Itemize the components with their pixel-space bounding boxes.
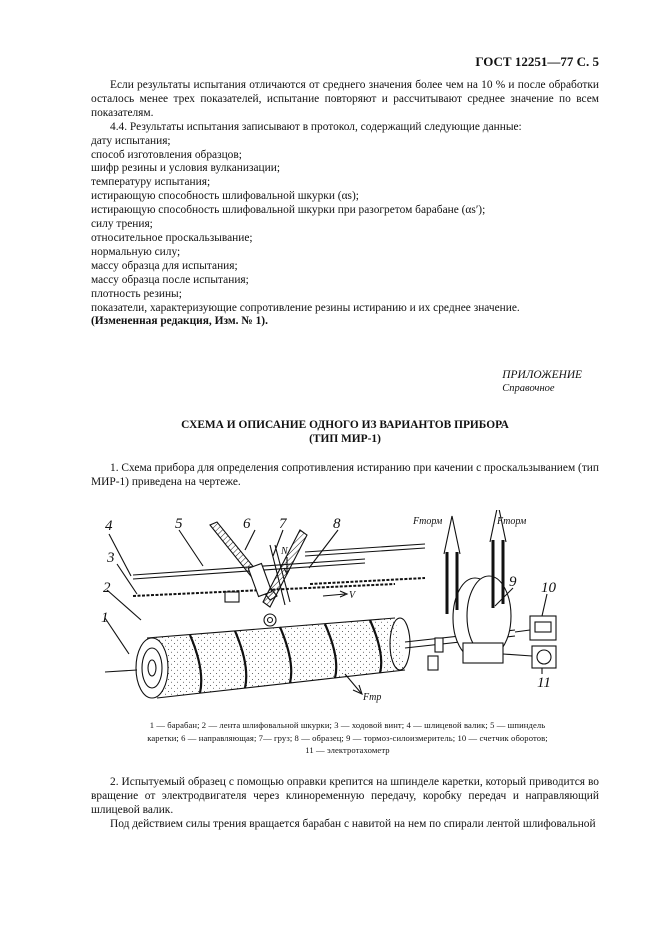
page-header: ГОСТ 12251—77 С. 5	[475, 54, 599, 69]
list-item: массу образца для испытания;	[91, 259, 238, 272]
device-diagram	[95, 510, 600, 705]
figure-label-2: 2	[103, 580, 111, 596]
paragraph-1: 1. Схема прибора для определения сопротивления истиранию при качении с проскальзыванием (тип МИР-1) приведена на чертеже.	[91, 462, 599, 488]
paragraph-3: Под действием силы трения вращается барабан с навитой на нем по спирали лентой шлифовальной	[110, 817, 596, 830]
figure-label-9: 9	[509, 574, 517, 590]
force-brake-left: Fторм	[413, 516, 443, 527]
velocity: V	[349, 590, 356, 601]
figure-label-10: 10	[541, 580, 556, 596]
list-item: плотность резины;	[91, 287, 182, 300]
body-text-bottom	[91, 776, 599, 832]
caption-line: каретки; 6 — направляющая; 7— груз; 8 — образец; 9 — тормоз-силоизмеритель; 10 — счетчик оборотов;	[147, 732, 548, 743]
section-title-line1: СХЕМА И ОПИСАНИЕ ОДНОГО ИЗ ВАРИАНТОВ ПРИБОРА	[181, 419, 509, 431]
caption-line: 11 — электротахометр	[305, 745, 390, 756]
intro-paragraph: Если результаты испытания отличаются от среднего значения более чем на 10 % и после обработки осталось менее трех показателей, испытание повторяют и рассчитывают среднее значение по всем показателям.	[91, 79, 599, 119]
section-title-line2: (ТИП МИР-1)	[309, 432, 381, 445]
force-friction: Fтр	[363, 692, 382, 703]
list-item: истирающую способность шлифовальной шкурки (αs);	[91, 190, 359, 203]
list-item: нормальную силу;	[91, 245, 181, 258]
caption-line: 1 — барабан; 2 — лента шлифовальной шкурки; 3 — ходовой винт; 4 — шлицевой валик; 5 — шпиндель	[149, 720, 546, 730]
paragraph-2: 2. Испытуемый образец с помощью оправки крепится на шпинделе каретки, который приводится во вращение от электродвигателя через клиноременную передачу, коробку передач и направляющий шлицевой валик.	[91, 776, 599, 816]
list-item: относительное проскальзывание;	[91, 231, 253, 244]
body-text-top	[91, 79, 599, 329]
figure-label-3: 3	[107, 550, 115, 566]
list-item: истирающую способность шлифовальной шкурки при разогретом барабане (αs′);	[91, 204, 486, 217]
list-item: шифр резины и условия вулканизации;	[91, 162, 280, 175]
figure-label-6: 6	[243, 516, 251, 532]
list-item: силу трения;	[91, 218, 153, 231]
figure-label-11: 11	[537, 675, 551, 691]
list-item: дату испытания;	[91, 134, 171, 147]
figure-label-4: 4	[105, 518, 113, 534]
list-item: способ изготовления образцов;	[91, 148, 242, 161]
drum	[147, 618, 405, 698]
figure-label-8: 8	[333, 516, 341, 532]
appendix-title: ПРИЛОЖЕНИЕ	[502, 369, 582, 381]
list-item: температуру испытания;	[91, 176, 211, 189]
force-brake-right: Fторм	[497, 516, 527, 527]
clause-4-4: 4.4. Результаты испытания записывают в протокол, содержащий следующие данные:	[110, 120, 522, 133]
amendment-note: (Измененная редакция, Изм. № 1).	[91, 315, 268, 328]
figure-label-5: 5	[175, 516, 183, 532]
appendix-subtitle: Справочное	[502, 383, 555, 394]
list-item: массу образца после испытания;	[91, 273, 249, 286]
section-title	[91, 419, 599, 446]
figure-caption	[95, 719, 600, 757]
appendix-label	[502, 368, 582, 396]
normal-force: N	[281, 546, 288, 557]
list-item: показатели, характеризующие сопротивление резины истиранию и их среднее значение.	[91, 301, 520, 314]
figure-label-7: 7	[279, 516, 287, 532]
figure-label-1: 1	[101, 610, 109, 626]
